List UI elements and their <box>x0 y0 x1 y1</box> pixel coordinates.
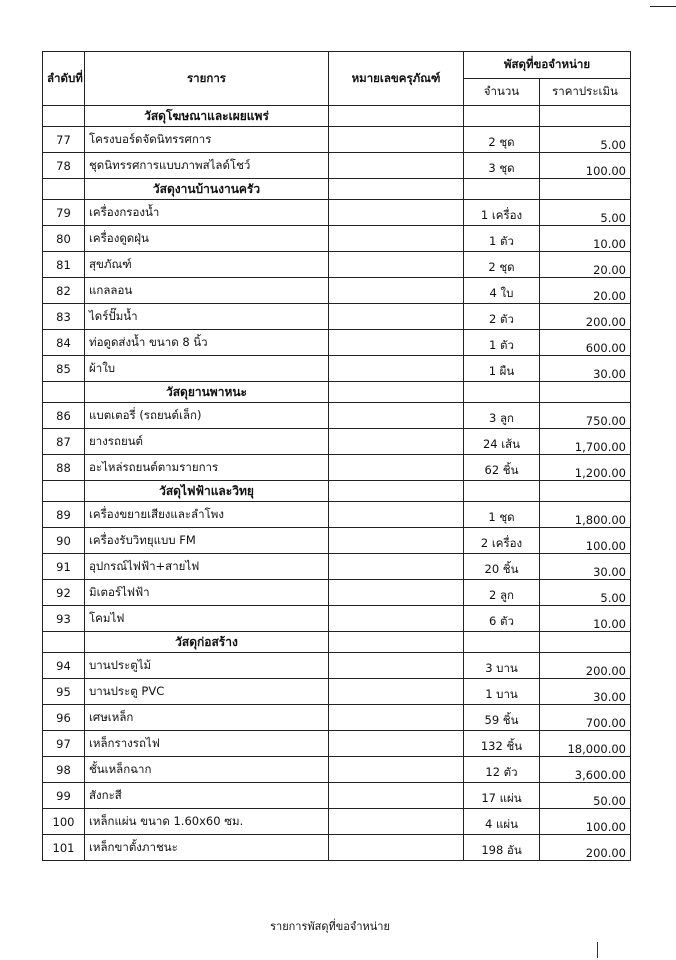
item-price: 3,600.00 <box>540 757 631 783</box>
header-qty: จำนวน <box>464 79 540 106</box>
item-price: 50.00 <box>540 783 631 809</box>
table-row <box>43 731 631 757</box>
margin-mark <box>597 942 598 958</box>
table-row <box>43 252 631 278</box>
category-name: วัสดุยานพาหนะ <box>85 382 329 403</box>
item-name: มิเตอร์ไฟฟ้า <box>85 580 329 606</box>
item-name: โครงบอร์ดจัดนิทรรศการ <box>85 127 329 153</box>
table-row <box>43 226 631 252</box>
item-asset-code <box>329 679 464 705</box>
category-row <box>43 481 631 502</box>
table-row <box>43 455 631 481</box>
item-asset-code <box>329 278 464 304</box>
item-price: 700.00 <box>540 705 631 731</box>
item-number: 97 <box>43 731 85 757</box>
item-number: 92 <box>43 580 85 606</box>
item-number: 84 <box>43 330 85 356</box>
item-asset-code <box>329 835 464 861</box>
item-quantity: 59 ชิ้น <box>464 705 540 731</box>
item-asset-code <box>329 705 464 731</box>
category-name: วัสดุก่อสร้าง <box>85 632 329 653</box>
table-row <box>43 153 631 179</box>
item-price: 200.00 <box>540 304 631 330</box>
item-quantity: 6 ตัว <box>464 606 540 632</box>
item-price: 1,800.00 <box>540 502 631 528</box>
item-price: 200.00 <box>540 835 631 861</box>
item-asset-code <box>329 330 464 356</box>
item-number: 98 <box>43 757 85 783</box>
item-number: 78 <box>43 153 85 179</box>
category-code-cell <box>329 179 464 200</box>
item-quantity: 1 ตัว <box>464 330 540 356</box>
item-asset-code <box>329 403 464 429</box>
item-quantity: 2 ชุด <box>464 252 540 278</box>
item-number: 94 <box>43 653 85 679</box>
table-row <box>43 580 631 606</box>
category-no-cell <box>43 382 85 403</box>
table-row <box>43 606 631 632</box>
item-asset-code <box>329 153 464 179</box>
item-number: 82 <box>43 278 85 304</box>
table-row <box>43 278 631 304</box>
item-number: 96 <box>43 705 85 731</box>
item-quantity: 24 เส้น <box>464 429 540 455</box>
item-quantity: 1 เครื่อง <box>464 200 540 226</box>
item-name: ไดร์ปั๊มน้ำ <box>85 304 329 330</box>
item-price: 1,200.00 <box>540 455 631 481</box>
item-asset-code <box>329 127 464 153</box>
item-number: 77 <box>43 127 85 153</box>
item-price: 10.00 <box>540 606 631 632</box>
item-name: เหล็กขาตั้งภาชนะ <box>85 835 329 861</box>
item-number: 89 <box>43 502 85 528</box>
item-quantity: 12 ตัว <box>464 757 540 783</box>
item-number: 87 <box>43 429 85 455</box>
item-price: 750.00 <box>540 403 631 429</box>
category-price-cell <box>540 179 631 200</box>
item-number: 86 <box>43 403 85 429</box>
table-row <box>43 554 631 580</box>
header-item: รายการ <box>85 52 329 106</box>
item-number: 99 <box>43 783 85 809</box>
item-quantity: 132 ชิ้น <box>464 731 540 757</box>
item-price: 200.00 <box>540 653 631 679</box>
item-price: 600.00 <box>540 330 631 356</box>
item-asset-code <box>329 554 464 580</box>
category-code-cell <box>329 106 464 127</box>
item-price: 5.00 <box>540 127 631 153</box>
item-name: เครื่องขยายเสียงและลำโพง <box>85 502 329 528</box>
table-row <box>43 705 631 731</box>
item-number: 80 <box>43 226 85 252</box>
item-name: เศษเหล็ก <box>85 705 329 731</box>
item-name: เหล็กรางรถไฟ <box>85 731 329 757</box>
item-price: 5.00 <box>540 200 631 226</box>
item-asset-code <box>329 783 464 809</box>
item-number: 91 <box>43 554 85 580</box>
item-name: เครื่องกรองน้ำ <box>85 200 329 226</box>
item-name: สังกะสี <box>85 783 329 809</box>
header-group: พัสดุที่ขอจำหน่าย <box>464 52 631 79</box>
category-row <box>43 382 631 403</box>
item-price: 100.00 <box>540 528 631 554</box>
item-name: แกลลอน <box>85 278 329 304</box>
item-name: อุปกรณ์ไฟฟ้า+สายไฟ <box>85 554 329 580</box>
category-price-cell <box>540 106 631 127</box>
category-price-cell <box>540 481 631 502</box>
item-name: แบตเตอรี่ (รถยนต์เล็ก) <box>85 403 329 429</box>
table-row <box>43 679 631 705</box>
item-price: 30.00 <box>540 554 631 580</box>
item-quantity: 4 ใบ <box>464 278 540 304</box>
item-quantity: 2 เครื่อง <box>464 528 540 554</box>
item-number: 79 <box>43 200 85 226</box>
item-asset-code <box>329 580 464 606</box>
item-asset-code <box>329 226 464 252</box>
item-quantity: 62 ชิ้น <box>464 455 540 481</box>
item-quantity: 2 ชุด <box>464 127 540 153</box>
category-qty-cell <box>464 632 540 653</box>
item-asset-code <box>329 731 464 757</box>
table-row <box>43 304 631 330</box>
item-name: ชุดนิทรรศการแบบภาพสไลด์โชว์ <box>85 153 329 179</box>
item-asset-code <box>329 429 464 455</box>
category-code-cell <box>329 382 464 403</box>
item-name: เครื่องรับวิทยุแบบ FM <box>85 528 329 554</box>
item-quantity: 1 บาน <box>464 679 540 705</box>
table-row <box>43 783 631 809</box>
item-quantity: 1 ตัว <box>464 226 540 252</box>
table-row <box>43 653 631 679</box>
item-quantity: 20 ชิ้น <box>464 554 540 580</box>
item-price: 5.00 <box>540 580 631 606</box>
item-number: 88 <box>43 455 85 481</box>
item-asset-code <box>329 528 464 554</box>
item-asset-code <box>329 757 464 783</box>
item-number: 83 <box>43 304 85 330</box>
category-code-cell <box>329 481 464 502</box>
category-qty-cell <box>464 179 540 200</box>
item-price: 20.00 <box>540 252 631 278</box>
item-quantity: 3 บาน <box>464 653 540 679</box>
item-price: 10.00 <box>540 226 631 252</box>
category-qty-cell <box>464 382 540 403</box>
item-name: เหล็กแผ่น ขนาด 1.60x60 ซม. <box>85 809 329 835</box>
item-name: ผ้าใบ <box>85 356 329 382</box>
item-price: 100.00 <box>540 809 631 835</box>
item-asset-code <box>329 304 464 330</box>
category-price-cell <box>540 382 631 403</box>
table-row <box>43 502 631 528</box>
item-asset-code <box>329 653 464 679</box>
item-name: สุขภัณฑ์ <box>85 252 329 278</box>
table-row <box>43 127 631 153</box>
table-row <box>43 356 631 382</box>
item-price: 30.00 <box>540 679 631 705</box>
item-number: 101 <box>43 835 85 861</box>
table-row <box>43 528 631 554</box>
category-qty-cell <box>464 481 540 502</box>
table-row <box>43 429 631 455</box>
category-qty-cell <box>464 106 540 127</box>
table-row <box>43 757 631 783</box>
item-name: อะไหล่รถยนต์ตามรายการ <box>85 455 329 481</box>
header-price: ราคาประเมิน <box>540 79 631 106</box>
item-asset-code <box>329 356 464 382</box>
category-name: วัสดุไฟฟ้าและวิทยุ <box>85 481 329 502</box>
header-code: หมายเลขครุภัณฑ์ <box>329 52 464 106</box>
item-number: 100 <box>43 809 85 835</box>
item-asset-code <box>329 455 464 481</box>
table-row <box>43 835 631 861</box>
disposal-table <box>42 51 631 861</box>
item-quantity: 2 ลูก <box>464 580 540 606</box>
category-no-cell <box>43 481 85 502</box>
category-code-cell <box>329 632 464 653</box>
item-quantity: 198 อัน <box>464 835 540 861</box>
item-number: 93 <box>43 606 85 632</box>
item-name: เครื่องดูดฝุ่น <box>85 226 329 252</box>
item-price: 1,700.00 <box>540 429 631 455</box>
item-name: ท่อดูดส่งน้ำ ขนาด 8 นิ้ว <box>85 330 329 356</box>
category-no-cell <box>43 632 85 653</box>
table-row <box>43 330 631 356</box>
category-row <box>43 632 631 653</box>
category-name: วัสดุโฆษณาและเผยแพร่ <box>85 106 329 127</box>
item-quantity: 17 แผ่น <box>464 783 540 809</box>
table-row <box>43 809 631 835</box>
item-quantity: 3 ชุด <box>464 153 540 179</box>
item-name: โคมไฟ <box>85 606 329 632</box>
corner-mark <box>650 6 676 7</box>
item-number: 90 <box>43 528 85 554</box>
item-name: บานประตูไม้ <box>85 653 329 679</box>
item-asset-code <box>329 606 464 632</box>
item-price: 20.00 <box>540 278 631 304</box>
item-quantity: 1 ชุด <box>464 502 540 528</box>
table-row <box>43 403 631 429</box>
item-number: 81 <box>43 252 85 278</box>
page-footer: รายการพัสดุที่ขอจำหน่าย <box>270 920 390 933</box>
category-price-cell <box>540 632 631 653</box>
item-number: 85 <box>43 356 85 382</box>
item-number: 95 <box>43 679 85 705</box>
category-no-cell <box>43 179 85 200</box>
item-quantity: 4 แผ่น <box>464 809 540 835</box>
category-row <box>43 179 631 200</box>
item-name: ชั้นเหล็กฉาก <box>85 757 329 783</box>
category-no-cell <box>43 106 85 127</box>
item-asset-code <box>329 809 464 835</box>
item-price: 30.00 <box>540 356 631 382</box>
item-asset-code <box>329 200 464 226</box>
item-price: 18,000.00 <box>540 731 631 757</box>
item-asset-code <box>329 502 464 528</box>
category-row <box>43 106 631 127</box>
header-no: ลำดับที่ <box>43 52 85 106</box>
item-name: ยางรถยนต์ <box>85 429 329 455</box>
item-quantity: 3 ลูก <box>464 403 540 429</box>
category-name: วัสดุงานบ้านงานครัว <box>85 179 329 200</box>
item-quantity: 1 ผืน <box>464 356 540 382</box>
item-quantity: 2 ตัว <box>464 304 540 330</box>
table-row <box>43 200 631 226</box>
item-name: บานประตู PVC <box>85 679 329 705</box>
table-body <box>43 106 631 861</box>
item-price: 100.00 <box>540 153 631 179</box>
item-asset-code <box>329 252 464 278</box>
